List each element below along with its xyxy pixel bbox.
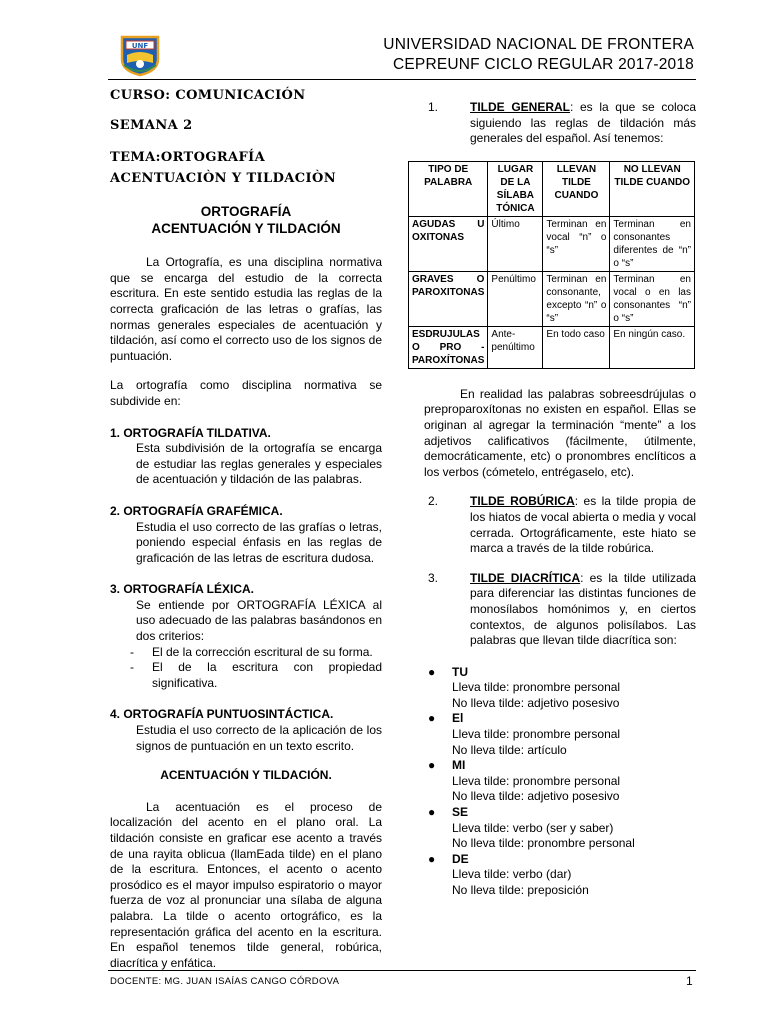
- list-line: Lleva tilde: pronombre personal: [452, 727, 621, 742]
- page-number: 1: [686, 974, 693, 988]
- list-line: Lleva tilde: pronombre personal: [452, 773, 621, 788]
- criteria-item: - El de la corrección escritural de su forma.: [130, 645, 382, 661]
- list-item: [428, 711, 696, 758]
- footer-teacher: DOCENTE: MG. JUAN ISAÍAS CANGO CÓRDOVA: [110, 976, 340, 987]
- list-line: No lleva tilde: adjetivo posesivo: [452, 695, 620, 710]
- criteria-item: - El de la escritura con propiedad significativa.: [130, 660, 382, 690]
- topic-heading: TEMA:ORTOGRAFÍA ACENTUACIÒN Y TILDACIÒN: [110, 150, 336, 187]
- tilde-diacritica-title: TILDE DIACRÍTICA: [470, 570, 581, 585]
- section-4-title: 4. ORTOGRAFÍA PUNTUOSINTÁCTICA.: [110, 707, 334, 722]
- table-header-cell: LUGAR DE LA SÍLABA TÓNICA: [488, 161, 543, 216]
- list-word: TU: [452, 664, 468, 679]
- table-header-row: [409, 161, 695, 216]
- table-cell: Terminan en vocal “n” o “s”: [543, 216, 610, 271]
- section-1-body: Esta subdivisión de la ortografía se encarga de estudiar las reglas generales y especiales de acentuación y tildación de las palabras.: [136, 441, 382, 487]
- diacritic-list: [408, 665, 696, 899]
- tilde-general-item: [408, 100, 696, 147]
- list-item: [428, 665, 696, 712]
- cycle-name: CEPREUNF CICLO REGULAR 2017-2018: [392, 56, 694, 73]
- table-cell: Terminan en vocal o en las consonantes “n” o “s”: [610, 271, 695, 326]
- list-word: MI: [452, 758, 466, 773]
- tilde-general-text: : es la que se coloca siguiendo las reglas de tildación más generales del español. Así tenemos:: [470, 100, 697, 146]
- bullet-icon: ●: [428, 711, 436, 726]
- section-1-title: 1. ORTOGRAFÍA TILDATIVA.: [110, 425, 271, 440]
- table-cell: Ante-penúltimo: [488, 326, 543, 368]
- tilde-roburica-item: [408, 494, 696, 556]
- list-line: No lleva tilde: pronombre personal: [452, 836, 635, 851]
- table-row: [409, 326, 695, 368]
- right-column: [408, 100, 696, 899]
- left-column: [110, 88, 382, 971]
- item-number: 1.: [428, 100, 439, 114]
- section-3-body: Se entiende por ORTOGRAFÍA LÉXICA al uso adecuado de las palabras basándonos en dos criterios:: [136, 597, 382, 644]
- table-cell: Terminan en consonantes diferentes de “n” o “s”: [610, 216, 695, 271]
- section-2-title: 2. ORTOGRAFÍA GRAFÉMICA.: [110, 503, 283, 518]
- list-item: [428, 852, 696, 899]
- table-header-cell: LLEVAN TILDE CUANDO: [543, 161, 610, 216]
- bullet-icon: ●: [428, 758, 436, 773]
- sobreesdrujulas-paragraph: En realidad las palabras sobreesdrújulas o preproparoxítonas no existen en español. Ellas se originan al agregar la terminación “mente” a los adjetivos calificativos (fácilmente, útilmente, democráticamente, etc) o pronombres enclíticos a los verbos (cómetelo, entrégaselo, etc).: [424, 386, 696, 479]
- intro-paragraph: La Ortografía, es una disciplina normativa que se encarga del estudio de la correcta escritura. En este sentido estudia las reglas de la correcta graficación de las letras o grafías, las normas generales especiales de acentuación y tildación, así como el correcto uso de los signos de puntuación.: [110, 255, 382, 363]
- accent-subtitle: ACENTUACIÓN Y TILDACIÓN.: [160, 768, 332, 783]
- list-line: No lleva tilde: artículo: [452, 742, 567, 757]
- university-logo: [118, 33, 162, 77]
- subdivide-paragraph: La ortografía como disciplina normativa se subdivide en:: [110, 378, 382, 408]
- course-heading: CURSO: COMUNICACIÓN: [110, 88, 306, 103]
- list-line: Lleva tilde: pronombre personal: [452, 680, 621, 695]
- table-cell: AGUDAS U OXITONAS: [409, 216, 488, 271]
- accent-paragraph: La acentuación es el proceso de localización del acento en el plano oral. La tildación consiste en graficar ese acento a través de una rayita oblicua (llamEada tilde) en el plano de la escritura. Entonces, el acento o acento prosódico es el mayor impulso espiratorio o mayor fuerza de voz al pronunciar una sílaba de alguna palabra. La tilde o acento ortográfico, es la representación gráfica del acento en la escritura. En español tenemos tilde general, robúrica, diacrítica y enfática.: [110, 799, 382, 970]
- table-row: [409, 271, 695, 326]
- list-line: No lleva tilde: adjetivo posesivo: [452, 789, 620, 804]
- list-item: [428, 758, 696, 805]
- section-4-body: Estudia el uso correcto de la aplicación de los signos de puntuación en un texto escrito.: [136, 723, 382, 753]
- tilde-diacritica-text: : es la tilde utilizada para diferenciar las distintas funciones de monosílabos homónimos y, en ciertos contextos, de algunos polisílabos. Las palabras que llevan tilde diacrítica son:: [470, 570, 696, 648]
- table-cell: En ningún caso.: [610, 326, 695, 368]
- table-cell: Terminan en consonante, excepto “n” o “s”: [543, 271, 610, 326]
- list-word: SE: [452, 805, 469, 820]
- university-name: UNIVERSIDAD NACIONAL DE FRONTERA: [383, 36, 694, 53]
- footer-divider: [108, 970, 696, 971]
- week-heading: SEMANA 2: [110, 117, 193, 133]
- criteria-text: El de la escritura con propiedad significativa.: [152, 660, 382, 690]
- list-line: No lleva tilde: preposición: [452, 883, 589, 897]
- tilde-general-title: TILDE GENERAL: [470, 100, 570, 114]
- tilde-roburica-title: TILDE ROBÚRICA: [470, 494, 575, 509]
- item-number: 3.: [428, 570, 439, 585]
- list-line: Lleva tilde: verbo (ser y saber): [452, 820, 614, 835]
- table-header-cell: NO LLEVAN TILDE CUANDO: [610, 161, 695, 216]
- item-number: 2.: [428, 494, 439, 509]
- document-title: [110, 203, 382, 237]
- section-2-body: Estudia el uso correcto de las grafías o letras, poniendo especial énfasis en las reglas de graficación de las letras de escritura dudosa.: [136, 519, 382, 565]
- table-cell: GRAVES O PAROXITONAS: [409, 271, 488, 326]
- table-cell: Penúltimo: [488, 271, 543, 326]
- list-line: Lleva tilde: verbo (dar): [452, 867, 572, 882]
- bullet-icon: ●: [428, 805, 436, 820]
- table-cell: En todo caso: [543, 326, 610, 368]
- section-3-title: 3. ORTOGRAFÍA LÉXICA.: [110, 582, 255, 597]
- title-line-2: ACENTUACIÓN Y TILDACIÓN: [151, 221, 341, 237]
- tilde-roburica-text: : es la tilde propia de los hiatos de vocal abierta o media y vocal cerrada. Ortográficamente, este hiato se marca a través de la tilde robúrica.: [470, 494, 696, 556]
- criteria-text: El de la corrección escritural de su forma.: [152, 644, 373, 659]
- title-line-1: ORTOGRAFÍA: [200, 204, 292, 220]
- bullet-icon: ●: [428, 664, 436, 679]
- list-word: DE: [452, 851, 469, 866]
- table-row: [409, 216, 695, 271]
- list-item: [428, 805, 696, 852]
- list-word: El: [452, 711, 464, 726]
- table-cell: Último: [488, 216, 543, 271]
- tilde-diacritica-item: [408, 571, 696, 649]
- table-header-cell: TIPO DE PALABRA: [409, 161, 488, 216]
- tildation-table: [408, 161, 695, 369]
- logo-text: UNF: [131, 42, 149, 50]
- table-cell: ESDRUJULAS O PRO - PAROXÍTONAS: [409, 326, 488, 368]
- header-divider: [108, 79, 696, 80]
- bullet-icon: ●: [428, 851, 436, 866]
